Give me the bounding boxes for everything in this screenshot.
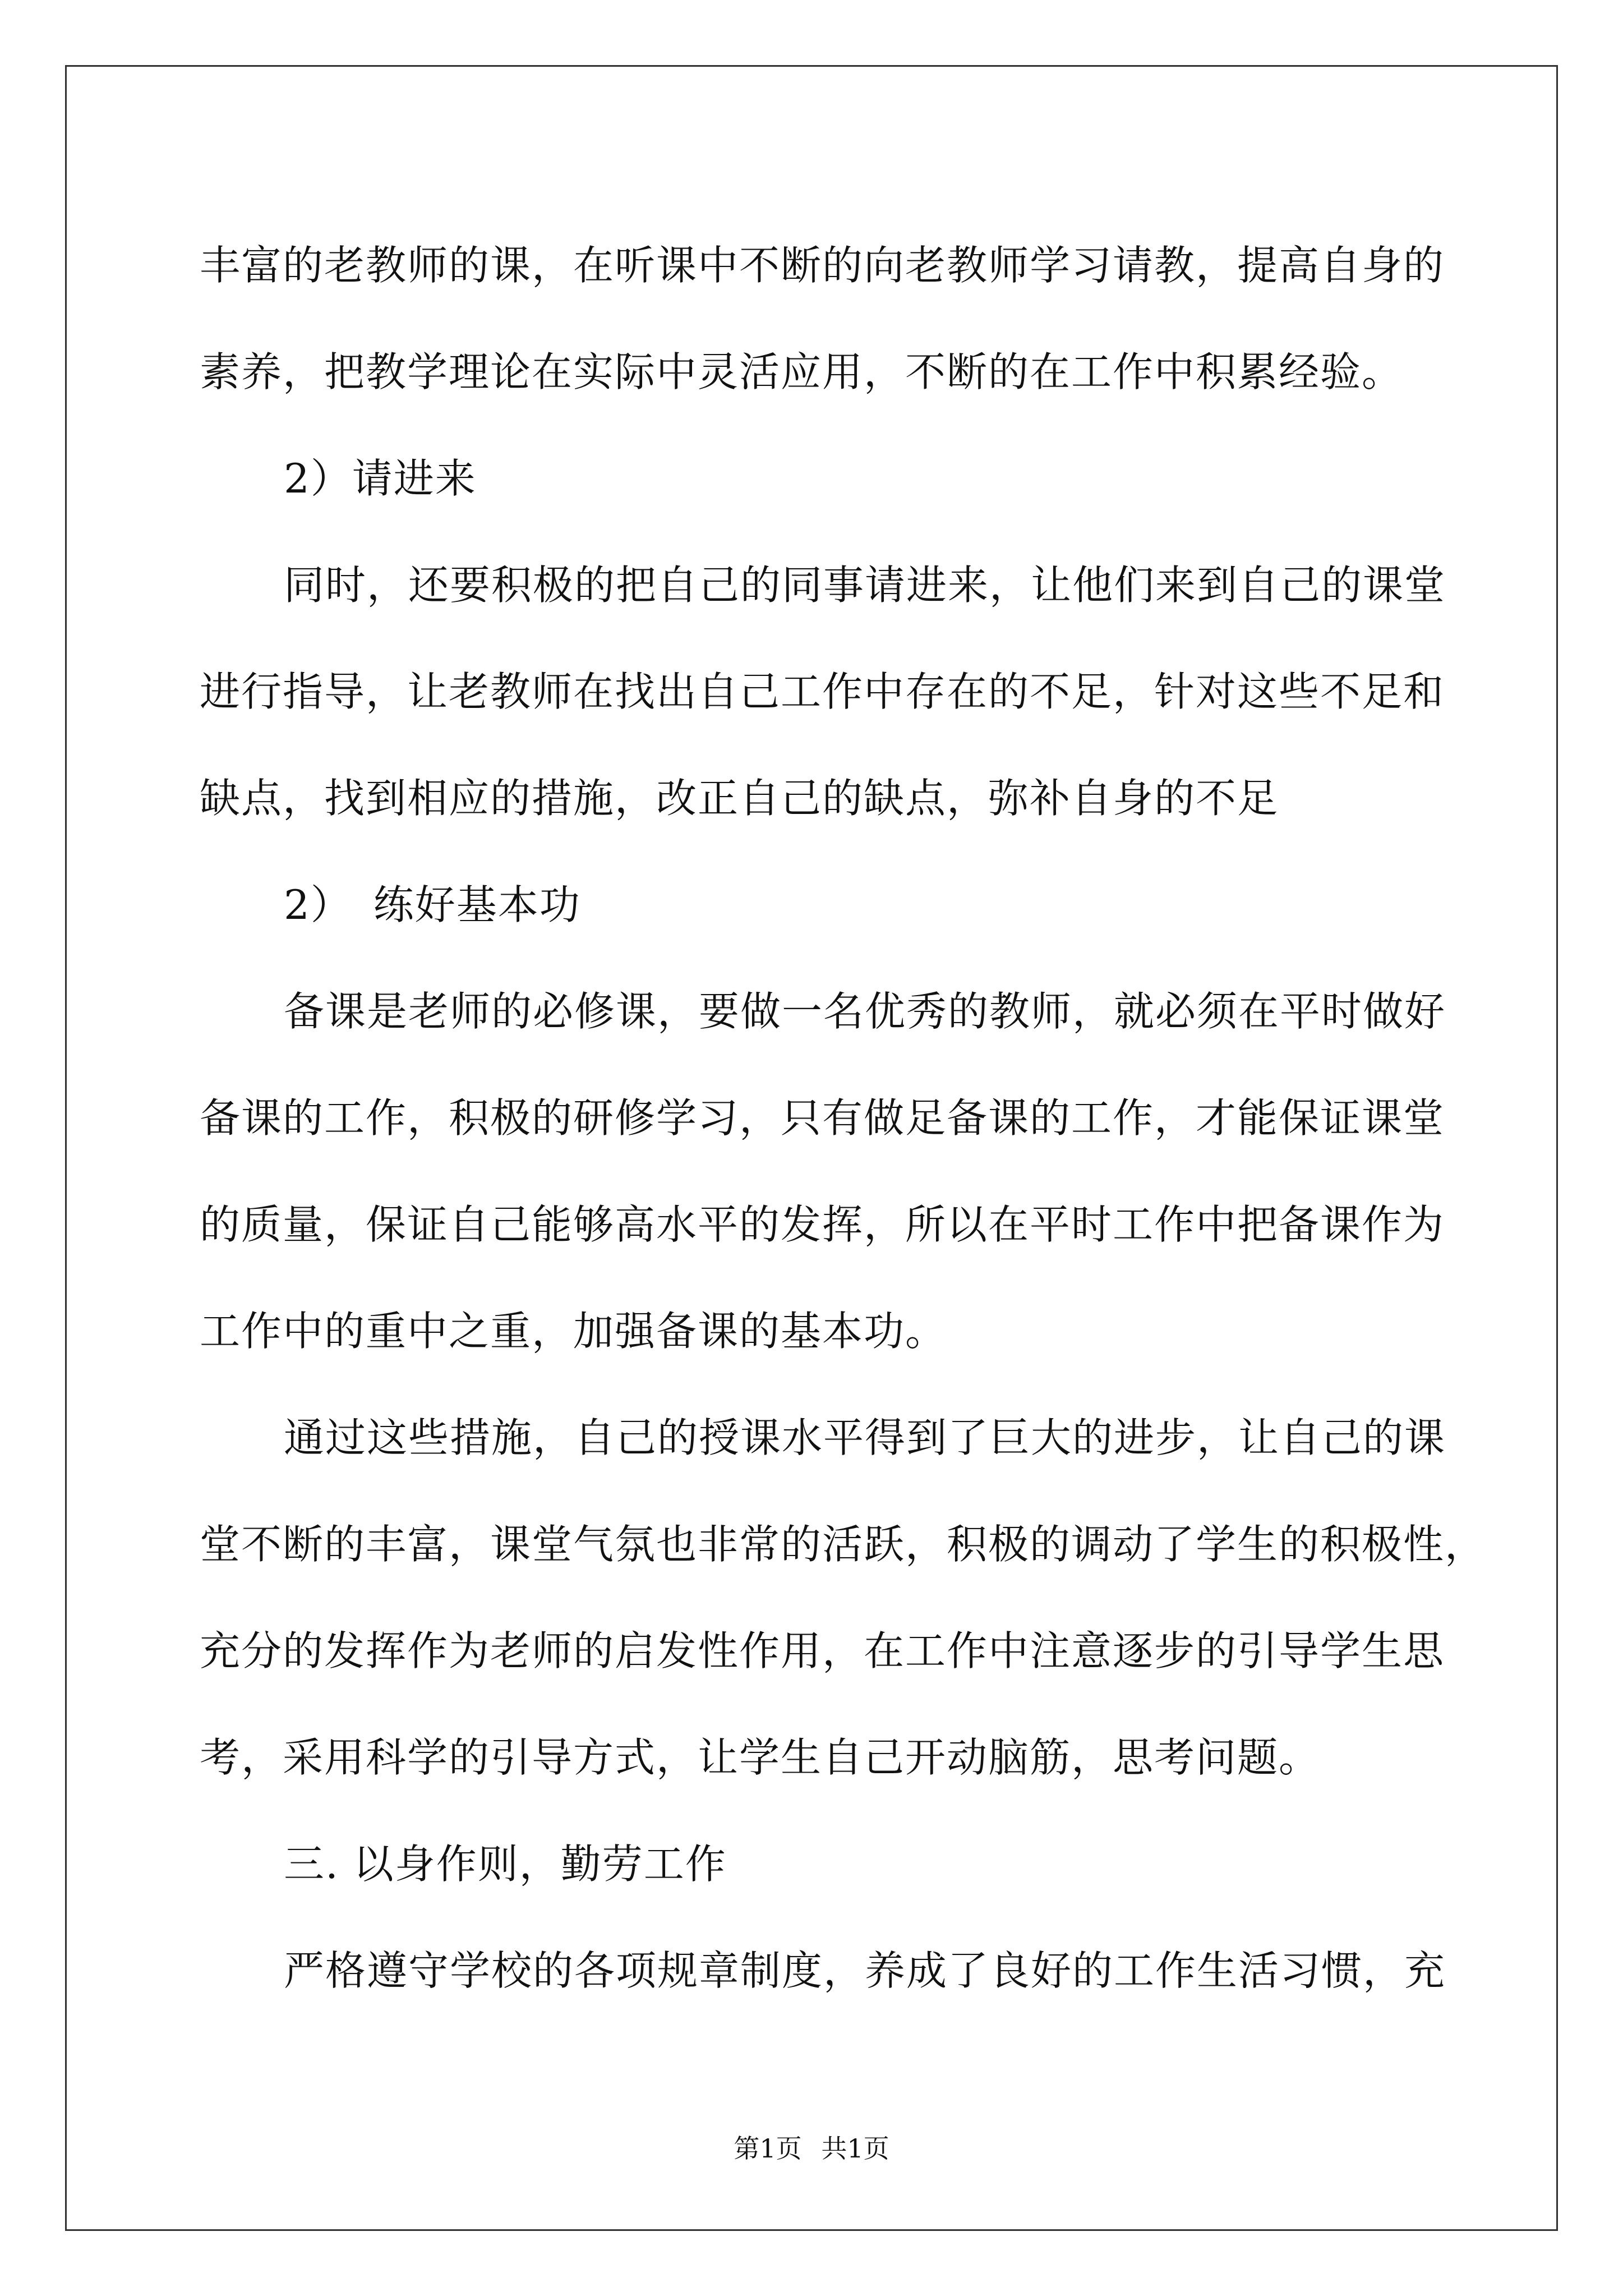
text-line: 进行指导，让老教师在找出自己工作中存在的不足，针对这些不足和	[200, 668, 1445, 715]
text-line: 堂不断的丰富，课堂气氛也非常的活跃，积极的调动了学生的积极性，	[200, 1521, 1487, 1568]
page-total: 共1页	[821, 2133, 889, 2164]
text-line: 备课的工作，积极的研修学习，只有做足备课的工作，才能保证课堂	[200, 1094, 1445, 1142]
text-line: 通过这些措施，自己的授课水平得到了巨大的进步，让自己的课	[284, 1414, 1446, 1461]
text-line: 同时，还要积极的把自己的同事请进来，让他们来到自己的课堂	[284, 562, 1446, 609]
text-line: 丰富的老教师的课，在听课中不断的向老教师学习请教，提高自身的	[200, 242, 1445, 289]
text-line: 严格遵守学校的各项规章制度，养成了良好的工作生活习惯，充	[284, 1947, 1446, 1994]
text-line: 备课是老师的必修课，要做一名优秀的教师，就必须在平时做好	[284, 988, 1446, 1035]
text-line: 的质量，保证自己能够高水平的发挥，所以在平时工作中把备课作为	[200, 1201, 1445, 1248]
section-heading: 2）请进来	[284, 455, 477, 502]
page-number: 第1页	[734, 2133, 802, 2164]
text-line: 缺点，找到相应的措施，改正自己的缺点，弥补自身的不足	[200, 775, 1279, 822]
section-heading: 三. 以身作则，勤劳工作	[284, 1841, 727, 1888]
text-line: 工作中的重中之重，加强备课的基本功。	[200, 1308, 947, 1355]
text-line: 充分的发挥作为老师的启发性作用，在工作中注意逐步的引导学生思	[200, 1627, 1445, 1674]
document-body	[200, 212, 1487, 2024]
text-line: 素养，把教学理论在实际中灵活应用，不断的在工作中积累经验。	[200, 348, 1404, 395]
text-line: 考，采用科学的引导方式，让学生自己开动脑筋，思考问题。	[200, 1734, 1321, 1781]
section-heading: 2） 练好基本功	[284, 881, 581, 928]
page-footer	[0, 2132, 1623, 2165]
